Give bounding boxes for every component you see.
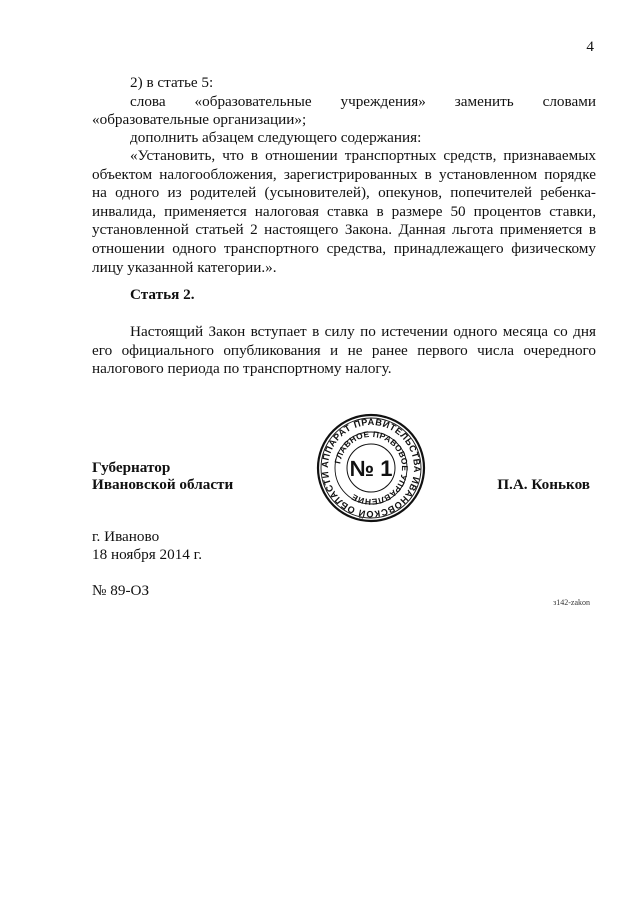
replace-word: заменить [454, 93, 514, 110]
add-paragraph-intro: дополнить абзацем следующего содержания: [130, 129, 422, 146]
replace-line-2: «образовательные организации»; [92, 111, 307, 128]
replace-word: «образовательные [194, 93, 312, 110]
stamp-number: № 1 [349, 456, 393, 481]
official-stamp [316, 413, 426, 523]
file-code: з142-zakon [553, 598, 590, 607]
signature-position-line-1: Губернатор [92, 459, 171, 476]
law-number: № 89-ОЗ [92, 582, 150, 599]
replace-word: учреждения» [340, 93, 426, 110]
official-stamp-graphic [316, 413, 426, 523]
article-2-text: Настоящий Закон вступает в силу по истечении одного месяца со дня его официального опубликования и не ранее первого числа очередного налогового периода по транспортному налогу. [92, 323, 596, 378]
date: 18 ноября 2014 г. [92, 546, 202, 563]
signatory-name: П.А. Коньков [497, 476, 590, 493]
signature-position-line-2: Ивановской области [92, 476, 234, 493]
page-number: 4 [586, 38, 594, 55]
item-heading: 2) в статье 5: [130, 74, 214, 91]
place: г. Иваново [92, 528, 160, 545]
quoted-paragraph: «Установить, что в отношении транспортных средств, признаваемых объектом налогообложения, зарегистрированных в установленном порядке на одного из родителей (усыновителей), опекунов, попечителей ребенка-инвалида, применяется налоговая ставка в размере 50 процентов ставки, установленной статьей 2 настоящего Закона. Данная льгота применяется в отношении одного транспортного средства, принадлежащего физическому лицу указанной категории.». [92, 147, 596, 276]
replace-word: слова [130, 93, 166, 110]
article-2-title: Статья 2. [130, 286, 195, 303]
stamp-outer-text: АППАРАТ ПРАВИТЕЛЬСТВА ИВАНОВСКОЙ ОБЛАСТИ [319, 416, 423, 520]
replace-word: словами [542, 93, 596, 110]
replace-line-1 [130, 93, 596, 112]
stamp-inner-text: ГЛАВНОЕ ПРАВОВОЕ УПРАВЛЕНИЕ [332, 428, 411, 508]
